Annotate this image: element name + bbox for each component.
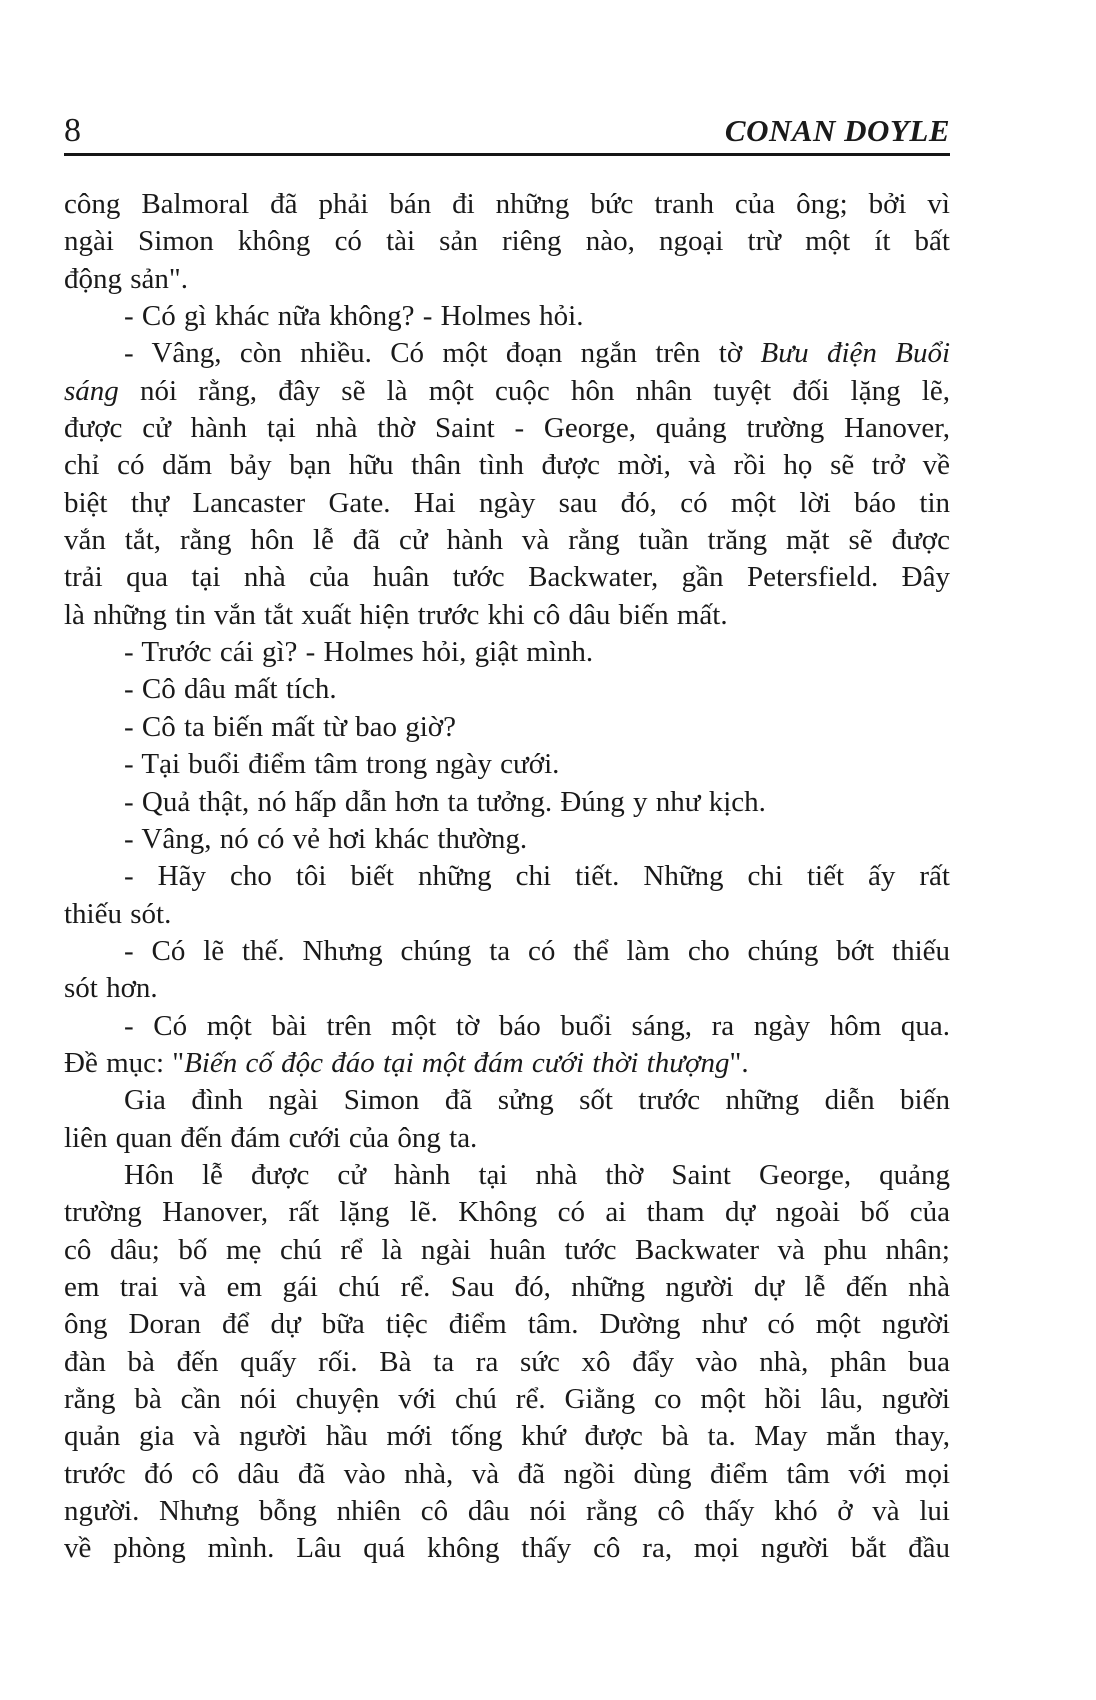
text-line: [64, 933, 950, 970]
text-line: [64, 373, 950, 410]
text-run: về phòng mình. Lâu quá không thấy cô ra, mọi người bắt đầu: [64, 1532, 950, 1565]
text-run: cô dâu; bố mẹ chú rể là ngài huân tước Backwater và phu nhân;: [64, 1233, 950, 1266]
text-line: [64, 1344, 950, 1381]
text-run: em trai và em gái chú rể. Sau đó, những người dự lễ đến nhà: [64, 1270, 950, 1303]
text-line: [64, 746, 950, 783]
text-line: [64, 597, 950, 634]
italic-text-run: Bưu điện Buổi: [760, 337, 950, 370]
text-run: liên quan đến đám cưới của ông ta.: [64, 1121, 478, 1154]
text-run: - Cô ta biến mất từ bao giờ?: [124, 710, 457, 743]
text-line: [64, 447, 950, 484]
text-run: công Balmoral đã phải bán đi những bức tranh của ông; bởi vì: [64, 188, 950, 220]
text-line: [64, 1456, 950, 1493]
text-line: [64, 634, 950, 671]
text-line: [64, 1045, 950, 1082]
text-run: quản gia và người hầu mới tống khứ được bà ta. May mắn thay,: [64, 1420, 950, 1453]
text-line: [64, 709, 950, 746]
text-run: chỉ có dăm bảy bạn hữu thân tình được mời, và rồi họ sẽ trở về: [64, 449, 950, 482]
text-line: [64, 1082, 950, 1119]
text-run: rằng bà cần nói chuyện với chú rể. Giằng co một hồi lâu, người: [64, 1383, 950, 1415]
text-run: Gia đình ngài Simon đã sửng sốt trước những diễn biến: [124, 1084, 950, 1117]
text-line: [64, 1157, 950, 1194]
text-run: trường Hanover, rất lặng lẽ. Không có ai tham dự ngoài bố của: [64, 1196, 950, 1229]
running-head-author: CONAN DOYLE: [724, 113, 950, 148]
text-run: - Trước cái gì? - Holmes hỏi, giật mình.: [124, 636, 594, 669]
text-run: vắn tắt, rằng hôn lễ đã cử hành và rằng tuần trăng mặt sẽ được: [64, 524, 950, 557]
text-run: biệt thự Lancaster Gate. Hai ngày sau đó, có một lời báo tin: [64, 486, 950, 519]
text-line: [64, 1269, 950, 1306]
text-line: [64, 261, 950, 298]
text-line: [64, 335, 950, 372]
text-line: [64, 522, 950, 559]
text-run: - Hãy cho tôi biết những chi tiết. Những chi tiết ấy rất: [124, 860, 950, 893]
text-line: [64, 186, 950, 223]
text-run: sót hơn.: [64, 972, 158, 1005]
text-run: ngài Simon không có tài sản riêng nào, ngoại trừ một ít bất: [64, 225, 950, 258]
text-line: [64, 970, 950, 1007]
text-run: - Tại buổi điểm tâm trong ngày cưới.: [124, 748, 560, 781]
text-run: thiếu sót.: [64, 897, 172, 930]
text-run: nói rằng, đây sẽ là một cuộc hôn nhân tuyệt đối lặng lẽ,: [118, 374, 950, 407]
text-run: - Vâng, còn nhiều. Có một đoạn ngắn trên tờ: [124, 337, 761, 370]
text-run: - Quả thật, nó hấp dẫn hơn ta tưởng. Đúng y như kịch.: [124, 785, 766, 818]
text-line: [64, 784, 950, 821]
text-run: đàn bà đến quấy rối. Bà ta ra sức xô đẩy vào nhà, phân bua: [64, 1345, 950, 1378]
text-line: [64, 410, 950, 447]
text-line: [64, 1493, 950, 1530]
text-run: - Có lẽ thế. Nhưng chúng ta có thể làm cho chúng bớt thiếu: [124, 934, 950, 967]
text-run: động sản".: [64, 262, 188, 295]
text-line: [64, 1194, 950, 1231]
text-run: trước đó cô dâu đã vào nhà, và đã ngồi dùng điểm tâm với mọi: [64, 1457, 950, 1490]
italic-text-run: sáng: [64, 374, 119, 407]
text-line: [64, 559, 950, 596]
text-run: ông Doran để dự bữa tiệc điểm tâm. Dường như có một người: [64, 1308, 950, 1341]
text-line: [64, 1008, 950, 1045]
text-line: [64, 1381, 950, 1418]
text-run: - Có một bài trên một tờ báo buổi sáng, ra ngày hôm qua.: [124, 1009, 950, 1042]
text-run: - Vâng, nó có vẻ hơi khác thường.: [124, 822, 528, 855]
text-line: [64, 896, 950, 933]
text-run: là những tin vắn tắt xuất hiện trước khi cô dâu biến mất.: [64, 598, 728, 631]
page-number: 8: [64, 112, 81, 149]
text-run: Hôn lễ được cử hành tại nhà thờ Saint George, quảng: [124, 1158, 950, 1191]
text-line: [64, 1232, 950, 1269]
text-line: [64, 821, 950, 858]
text-line: [64, 485, 950, 522]
running-header: [64, 104, 950, 154]
italic-text-run: Biến cố độc đáo tại một đám cưới thời thượng: [184, 1046, 730, 1079]
text-run: được cử hành tại nhà thờ Saint - George, quảng trường Hanover,: [64, 412, 950, 445]
text-line: [64, 1306, 950, 1343]
text-line: [64, 1120, 950, 1157]
text-run: người. Nhưng bỗng nhiên cô dâu nói rằng cô thấy khó ở và lui: [64, 1495, 950, 1528]
text-line: [64, 1530, 950, 1567]
header-rule: [64, 153, 950, 156]
text-run: ".: [729, 1046, 749, 1079]
text-line: [64, 858, 950, 895]
text-line: [64, 223, 950, 260]
page-body: [64, 186, 950, 1568]
text-run: - Có gì khác nữa không? - Holmes hỏi.: [124, 300, 584, 333]
text-run: trải qua tại nhà của huân tước Backwater, gần Petersfield. Đây: [64, 561, 950, 594]
text-line: [64, 671, 950, 708]
text-run: - Cô dâu mất tích.: [124, 673, 337, 706]
text-line: [64, 1418, 950, 1455]
text-run: Đề mục: ": [64, 1046, 185, 1079]
text-line: [64, 298, 950, 335]
